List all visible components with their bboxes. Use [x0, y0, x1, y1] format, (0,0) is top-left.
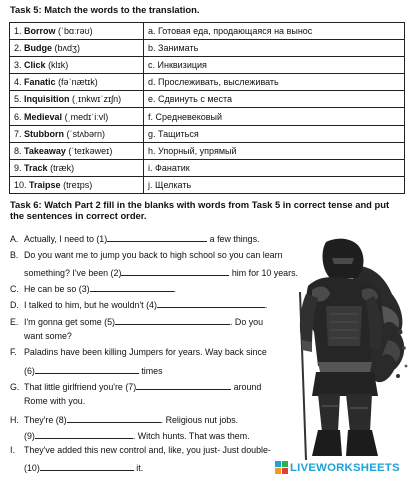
- table-row: [10, 40, 405, 57]
- english-word: Medieval: [24, 111, 63, 122]
- english-word-cell: [10, 142, 144, 159]
- transcription: (bʌdʒ): [54, 43, 80, 54]
- row-number: 7.: [14, 128, 22, 139]
- english-word-cell: [10, 74, 144, 91]
- table-row: [10, 159, 405, 176]
- sentence-g-cont: Rome with you.: [24, 396, 86, 406]
- sentence-b-cont: something? I've been (2) him for 10 years.: [24, 268, 298, 278]
- table-row: [10, 176, 405, 193]
- transcription: (fəˈnætɪk): [58, 77, 98, 88]
- translation-cell: h. Упорный, упрямый: [144, 142, 405, 159]
- sentence-d: D. I talked to him, but he wouldn't (4) .: [10, 300, 268, 310]
- english-word: Borrow: [24, 26, 56, 37]
- row-number: 4.: [14, 77, 22, 88]
- row-number: 2.: [14, 43, 22, 54]
- english-word-cell: [10, 91, 144, 108]
- translation-cell: i. Фанатик: [144, 159, 405, 176]
- table-row: [10, 125, 405, 142]
- english-word: Track: [24, 162, 48, 173]
- table-row: [10, 108, 405, 125]
- transcription: (ˈteɪkəweɪ): [68, 145, 113, 156]
- transcription: (træk): [50, 162, 75, 173]
- sentence-c: C. He can be so (3) .: [10, 284, 177, 294]
- translation-cell: c. Инквизиция: [144, 57, 405, 74]
- english-word: Traipse: [29, 179, 61, 190]
- english-word-cell: [10, 159, 144, 176]
- blank-5[interactable]: [115, 315, 230, 325]
- translation-cell: e. Сдвинуть с места: [144, 91, 405, 108]
- transcription: (ˌmedɪˈiːvl): [64, 111, 109, 122]
- liveworksheets-logo-icon: [275, 461, 288, 474]
- table-row: [10, 74, 405, 91]
- sentence-e-cont: want some?: [24, 331, 72, 341]
- blank-10[interactable]: [40, 461, 134, 471]
- blank-9[interactable]: [35, 429, 133, 439]
- blank-7[interactable]: [136, 380, 231, 390]
- english-word-cell: [10, 23, 144, 40]
- blank-1[interactable]: [107, 232, 207, 242]
- row-number: 10.: [14, 179, 27, 190]
- table-row: [10, 23, 405, 40]
- english-word: Fanatic: [24, 77, 56, 88]
- sentence-e: E. I'm gonna get some (5) . Do you: [10, 317, 264, 327]
- transcription: (ˈstʌbərn): [66, 128, 106, 139]
- english-word: Budge: [24, 43, 53, 54]
- english-word: Click: [24, 60, 46, 71]
- english-word-cell: [10, 57, 144, 74]
- english-word-cell: [10, 125, 144, 142]
- sentence-i-cont: (10) it.: [24, 463, 144, 473]
- sentence-b: B. Do you want me to jump you back to high school so you can learn: [10, 250, 283, 260]
- row-number: 5.: [14, 94, 22, 105]
- sentence-a: A. Actually, I need to (1) a few things.: [10, 234, 260, 244]
- blank-4[interactable]: [157, 298, 265, 308]
- blank-8[interactable]: [67, 413, 161, 423]
- translation-cell: f. Средневековый: [144, 108, 405, 125]
- task6-title: Task 6: Watch Part 2 fill in the blanks with words from Task 5 in correct tense and put the sentences in correct order.: [10, 199, 390, 221]
- translation-cell: a. Готовая еда, продающаяся на вынос: [144, 23, 405, 40]
- sentence-g: G. That little girlfriend you're (7) around: [10, 382, 262, 392]
- sentence-f-cont: (6) times: [24, 366, 163, 376]
- sentence-f: F. Paladins have been killing Jumpers for years. Way back since: [10, 347, 267, 357]
- row-number: 3.: [14, 60, 22, 71]
- transcription: (klɪk): [48, 60, 69, 71]
- english-word: Takeaway: [24, 145, 66, 156]
- english-word: Inquisition: [24, 94, 70, 105]
- row-number: 6.: [14, 111, 22, 122]
- blank-2[interactable]: [121, 266, 229, 276]
- translation-cell: g. Тащиться: [144, 125, 405, 142]
- english-word-cell: [10, 108, 144, 125]
- brand-name: LIVEWORKSHEETS: [290, 461, 400, 474]
- translation-cell: d. Прослеживать, выслеживать: [144, 74, 405, 91]
- task5-title: Task 5: Match the words to the translation.: [10, 4, 200, 15]
- table-row: [10, 142, 405, 159]
- liveworksheets-brand[interactable]: [275, 461, 400, 474]
- english-word-cell: [10, 40, 144, 57]
- transcription: (treɪps): [63, 179, 93, 190]
- table-row: [10, 91, 405, 108]
- translation-cell: b. Занимать: [144, 40, 405, 57]
- transcription: (ˈbɑːrəʊ): [58, 26, 93, 37]
- armored-knight-illustration: [282, 236, 410, 460]
- sentence-h: H. They're (8) . Religious nut jobs.: [10, 415, 239, 425]
- row-number: 9.: [14, 162, 22, 173]
- row-number: 1.: [14, 26, 22, 37]
- translation-cell: j. Щелкать: [144, 176, 405, 193]
- sentence-i: I. They've added this new control and, like, you just- Just double-: [10, 445, 271, 455]
- english-word-cell: [10, 176, 144, 193]
- row-number: 8.: [14, 145, 22, 156]
- sentence-h-cont: (9) . Witch hunts. That was them.: [24, 431, 250, 441]
- table-row: [10, 57, 405, 74]
- transcription: (ˌɪnkwɪˈzɪʃn): [72, 94, 122, 105]
- matching-table: [9, 22, 405, 194]
- blank-6[interactable]: [35, 364, 139, 374]
- blank-3[interactable]: [90, 282, 174, 292]
- english-word: Stubborn: [24, 128, 65, 139]
